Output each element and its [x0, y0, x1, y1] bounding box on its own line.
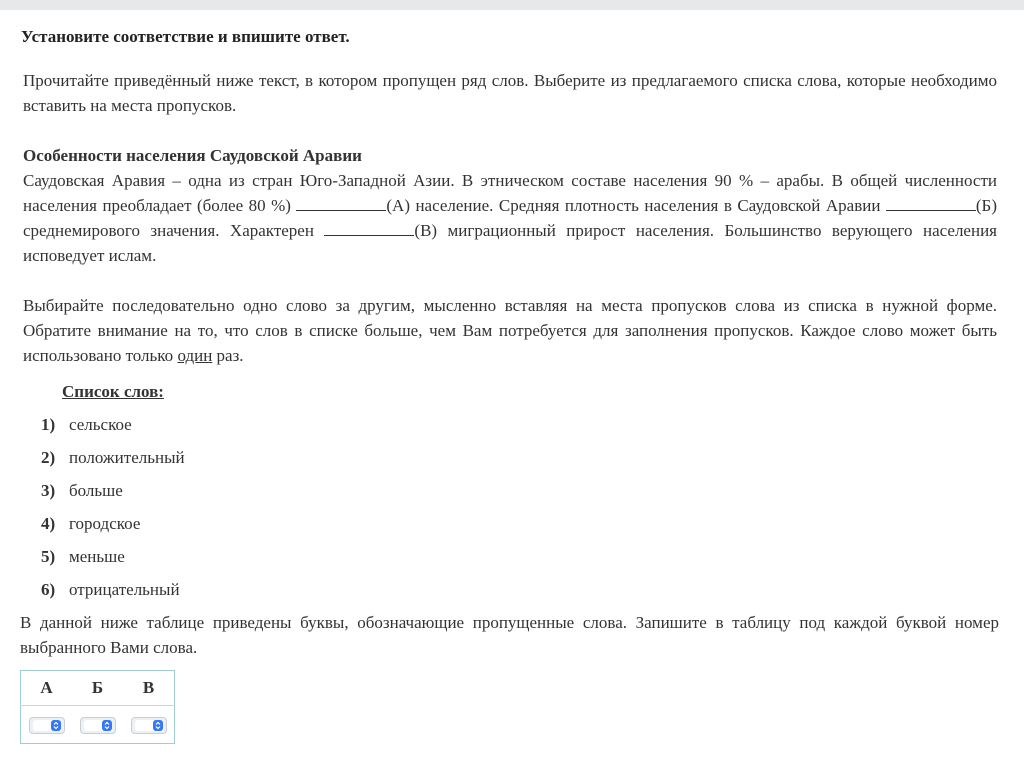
list-item-number: 2)	[41, 448, 56, 467]
list-item-number: 1)	[41, 415, 56, 434]
list-item	[41, 478, 185, 511]
updown-arrows-icon	[153, 720, 163, 731]
answer-table-input-row	[21, 706, 175, 744]
updown-arrows-icon	[102, 720, 112, 731]
list-item-word: отрицательный	[69, 580, 180, 599]
answer-select-value	[135, 720, 155, 731]
list-item	[41, 412, 185, 445]
table-instructions: В данной ниже таблице приведены буквы, обозначающие пропущенные слова. Запишите в таблицу под каждой буквой номер выбранного Вами слова.	[20, 613, 999, 657]
article-part-1: Саудовская Аравия – одна из стран Юго-Западной Азии. В этническом составе населения 90 % – арабы. В общей численности населения преобладает (более 80 %)	[23, 171, 997, 215]
list-item	[41, 445, 185, 478]
updown-arrows-icon	[51, 720, 61, 731]
answer-select-value	[84, 720, 104, 731]
gap-a-blank	[296, 194, 386, 211]
answer-header-a: А	[21, 671, 73, 706]
answer-table-header-row	[21, 671, 175, 706]
gap-c-label: (В)	[414, 221, 438, 240]
list-item-word: больше	[69, 481, 123, 500]
word-list	[41, 412, 185, 610]
instructions-part-2: раз.	[212, 346, 244, 365]
article-text	[23, 168, 997, 268]
answer-header-b: Б	[72, 671, 123, 706]
list-item-word: сельское	[69, 415, 132, 434]
answer-select-c[interactable]	[131, 717, 167, 734]
instructions-part-1: Выбирайте последовательно одно слово за другим, мысленно вставляя на места пропусков слова из списка в нужной форме. Обратите внимание на то, что слов в списке больше, чем Вам потребуется для заполнения пропусков. Каждое слово может быть использовано только	[23, 296, 997, 365]
list-item-number: 6)	[41, 580, 56, 599]
instructions-text	[23, 293, 997, 368]
list-item	[41, 544, 185, 577]
answer-cell-c	[123, 706, 175, 744]
list-item-number: 5)	[41, 547, 56, 566]
task-intro: Прочитайте приведённый ниже текст, в котором пропущен ряд слов. Выберите из предлагаемого списка слова, которые необходимо вставить на места пропусков.	[23, 71, 997, 115]
answer-select-value	[33, 720, 53, 731]
gap-c-blank	[324, 219, 414, 236]
article-part-3: среднемирового значения. Характерен	[23, 221, 325, 240]
answer-select-a[interactable]	[29, 717, 65, 734]
answer-select-b[interactable]	[80, 717, 116, 734]
article-part-4: миграционный прирост населения. Большинство верующего населения исповедует ислам.	[23, 221, 997, 265]
list-item-number: 4)	[41, 514, 56, 533]
list-item-word: меньше	[69, 547, 125, 566]
instructions-emphasis: один	[177, 346, 213, 365]
list-item-word: положительный	[69, 448, 185, 467]
article-title: Особенности населения Саудовской Аравии	[23, 146, 362, 165]
list-item-word: городское	[69, 514, 141, 533]
article-part-2: население. Средняя плотность населения в Саудовской Аравии	[409, 196, 886, 215]
answer-table	[20, 670, 175, 744]
list-item-number: 3)	[41, 481, 56, 500]
word-list-title: Список слов:	[62, 382, 164, 401]
list-item	[41, 577, 185, 610]
task-heading: Установите соответствие и впишите ответ.	[21, 27, 350, 46]
gap-b-blank	[886, 194, 976, 211]
top-bar	[0, 0, 1024, 10]
list-item	[41, 511, 185, 544]
gap-a-label: (А)	[386, 196, 410, 215]
answer-cell-a	[21, 706, 73, 744]
answer-cell-b	[72, 706, 123, 744]
gap-b-label: (Б)	[975, 196, 997, 215]
answer-header-c: В	[123, 671, 175, 706]
